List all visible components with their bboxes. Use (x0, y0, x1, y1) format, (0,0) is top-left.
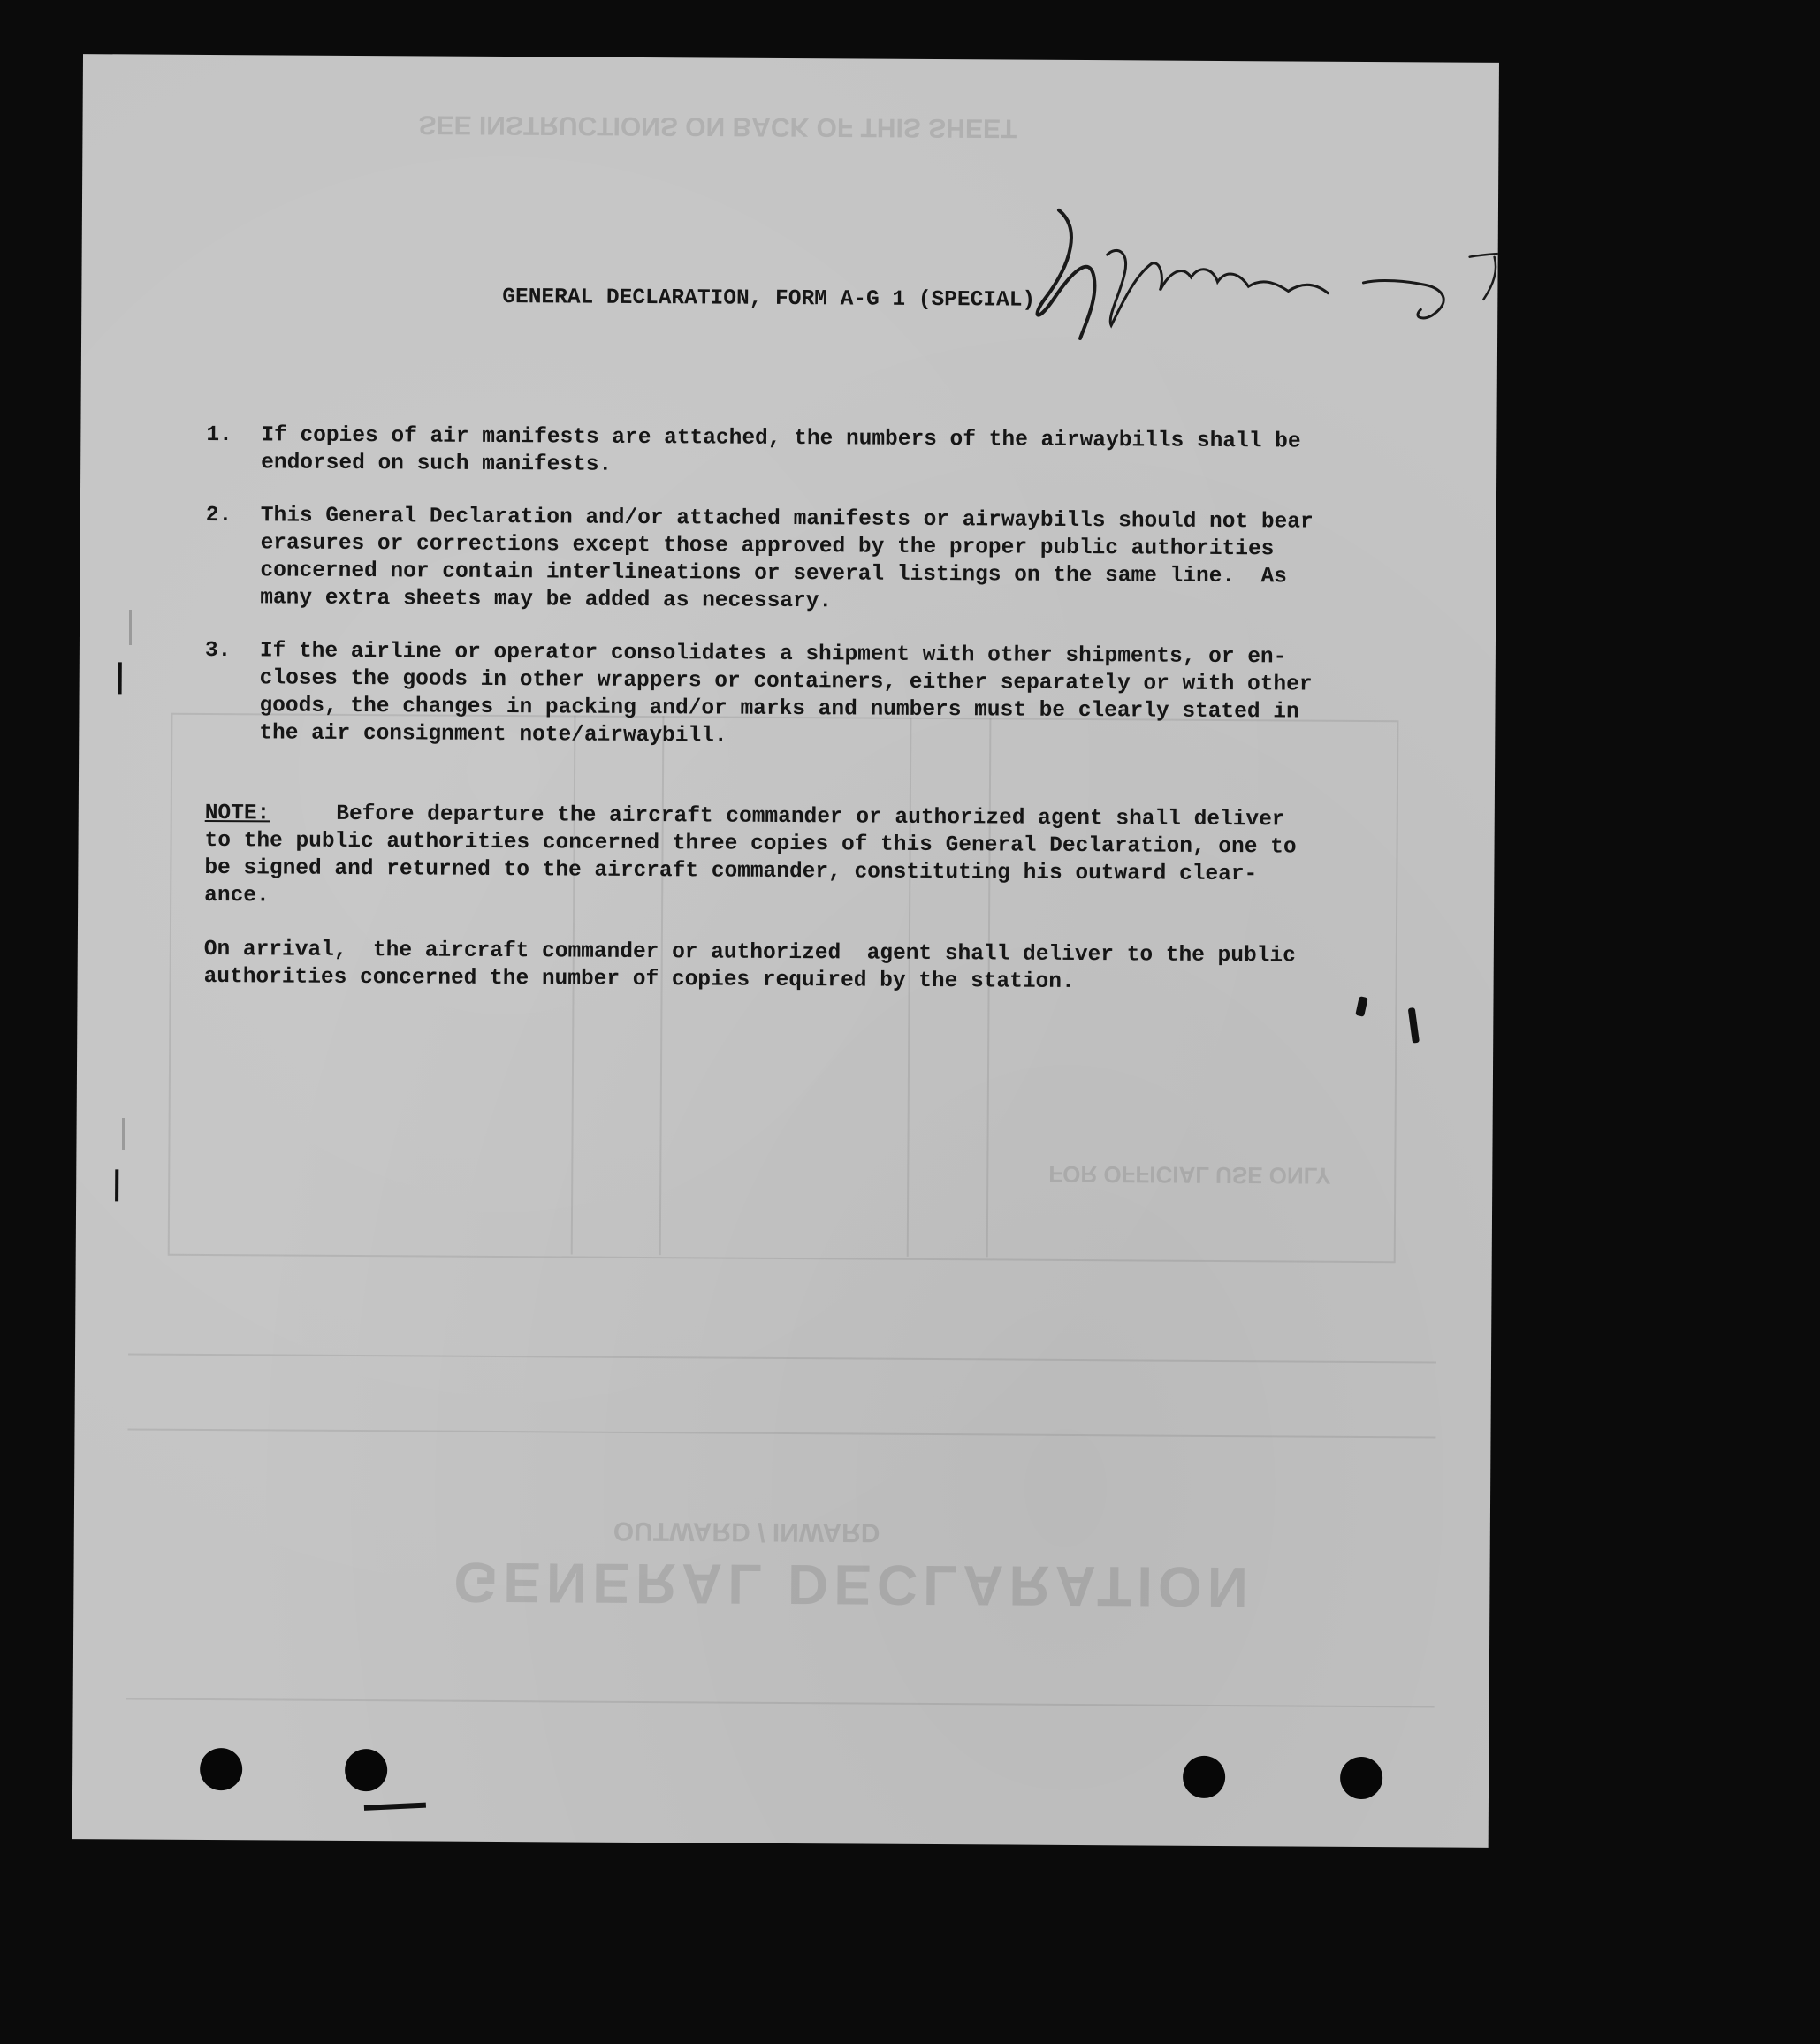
item-3-line-1: If the airline or operator consolidates a shipment with other shipments, or en- (259, 639, 1287, 670)
item-3-line-4: the air consignment note/airwaybill. (259, 721, 727, 748)
item-1-number: 1. (206, 422, 232, 448)
punch-hole (200, 1748, 242, 1790)
item-1-line-1: If copies of air manifests are attached, the numbers of the airwaybills shall be (261, 423, 1301, 454)
arrival-line-1: On arrival, the aircraft commander or authorized agent shall deliver to the public (203, 937, 1296, 969)
punch-hole (1183, 1756, 1225, 1798)
ink-mark (115, 1169, 118, 1201)
item-1-line-2: endorsed on such manifests. (261, 451, 613, 477)
margin-mark (129, 610, 132, 645)
handwritten-signature (1009, 193, 1499, 373)
note-label: NOTE: (204, 801, 270, 826)
bleed-through-subheading: OUTWARD / INWARD (613, 1516, 880, 1547)
item-3-number: 3. (204, 638, 232, 664)
item-2-line-2: erasures or corrections except those approved by the proper public authorities (260, 531, 1275, 562)
punch-hole (345, 1749, 387, 1791)
document-page (72, 54, 1499, 1848)
item-3-line-2: closes the goods in other wrappers or containers, either separately or with other (259, 666, 1313, 697)
margin-mark (122, 1118, 125, 1150)
bleed-through-rule (128, 1353, 1436, 1363)
item-2-line-3: concerned nor contain interlineations or several listings on the same line. As (260, 558, 1288, 589)
punch-hole (1340, 1757, 1382, 1799)
ink-mark (364, 1803, 426, 1811)
bleed-through-official-use: FOR OFFICIAL USE ONLY (1048, 1160, 1331, 1189)
note-line-2: to the public authorities concerned three copies of this General Declaration, one to (204, 828, 1297, 860)
note-line-3: be signed and returned to the aircraft commander, constituting his outward clear- (204, 855, 1258, 887)
item-2-number: 2. (205, 503, 232, 528)
item-3-line-3: goods, the changes in packing and/or marks and numbers must be clearly stated in (259, 694, 1299, 725)
ink-mark (118, 662, 122, 694)
bleed-through-heading: GENERAL DECLARATION (453, 1550, 1254, 1620)
arrival-line-2: authorities concerned the number of copies required by the station. (203, 964, 1075, 994)
item-2-line-1: This General Declaration and/or attached manifests or airwaybills should not bear (260, 504, 1314, 535)
ink-mark (1408, 1007, 1420, 1044)
bleed-through-rule (128, 1428, 1436, 1438)
document-title: GENERAL DECLARATION, FORM A-G 1 (SPECIAL) (502, 285, 1036, 313)
bleed-through-header: SEE INSTRUCTIONS ON BACK OF THIS SHEET (418, 110, 1017, 143)
note-line-4: ance. (204, 883, 270, 908)
item-2-line-4: many extra sheets may be added as necessary. (260, 586, 833, 614)
bleed-through-rule (126, 1698, 1435, 1707)
note-line-1: Before departure the aircraft commander or authorized agent shall deliver (270, 802, 1285, 832)
